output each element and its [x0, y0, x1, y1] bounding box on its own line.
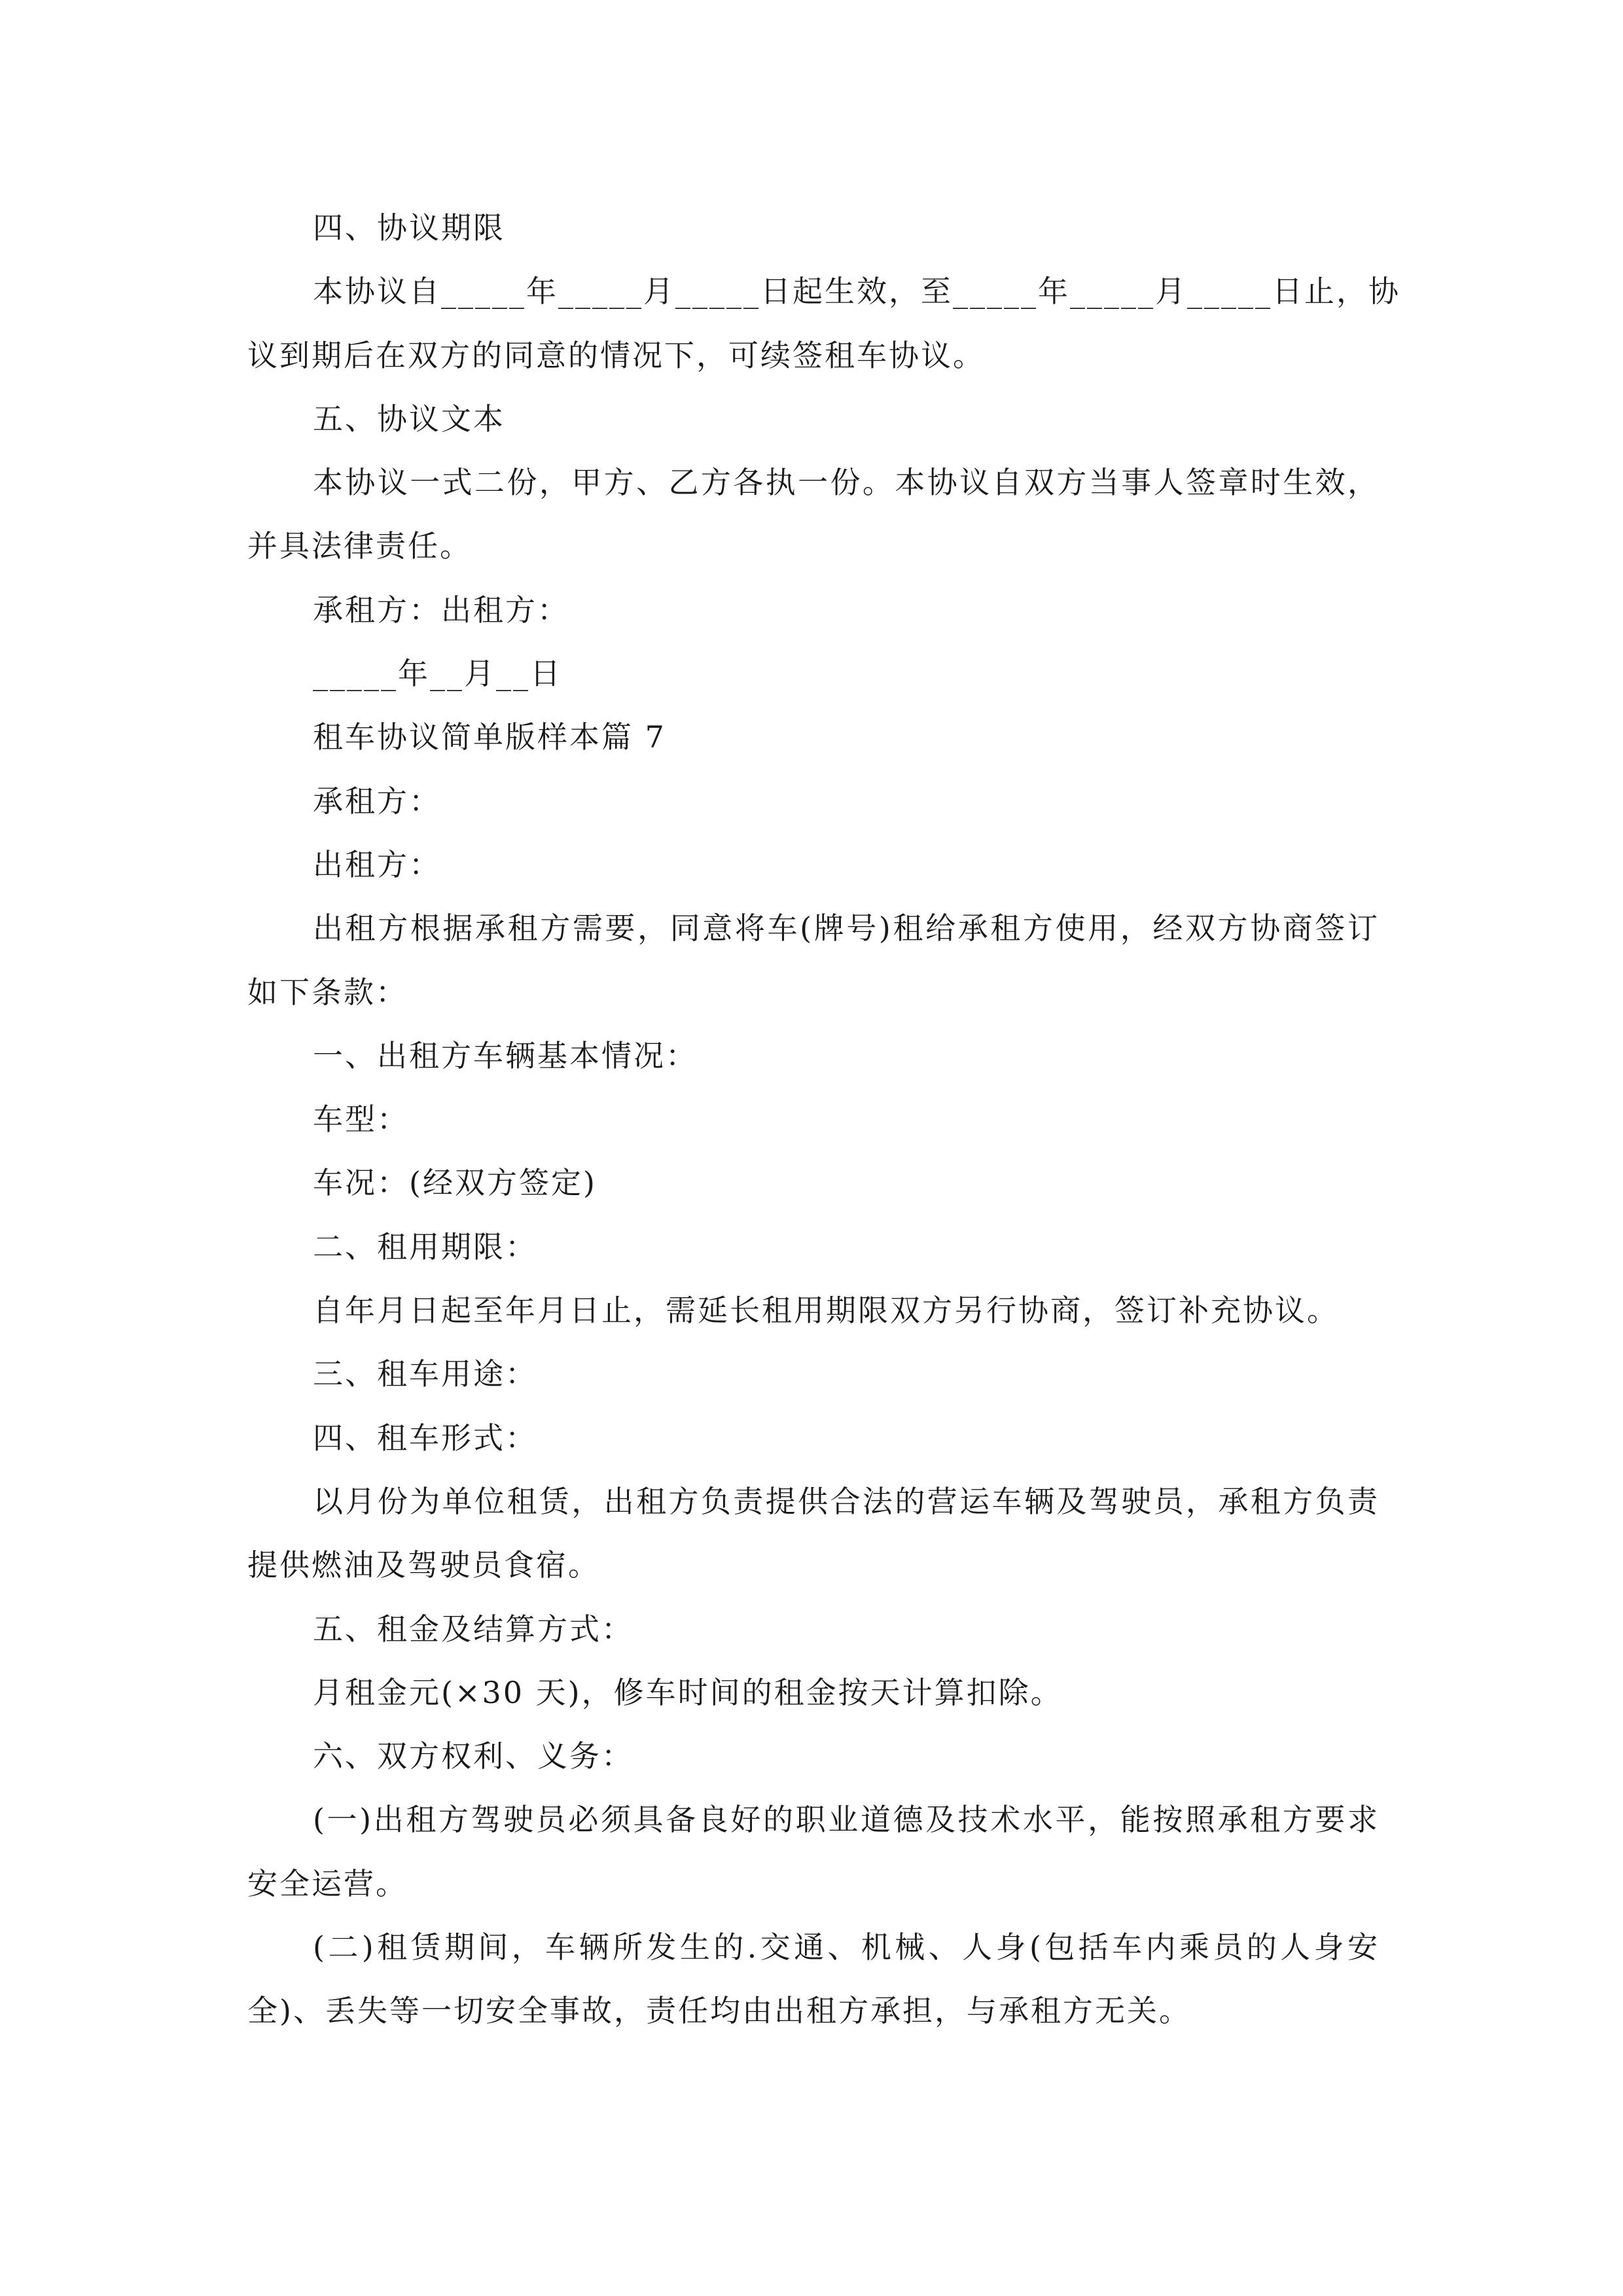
text-line: 承租方：出租方： — [313, 592, 569, 628]
text-line: 出租方： — [313, 846, 441, 882]
text-line: 六、双方权利、义务： — [313, 1738, 633, 1774]
text-line: 全)、丢失等一切安全事故，责任均由出租方承担，与承租方无关。 — [247, 1993, 1191, 2029]
document-body — [247, 196, 1400, 2043]
text-line: _____年__月__日 — [313, 656, 562, 692]
text-line: 车况：(经双方签定) — [313, 1165, 597, 1201]
text-line: 自年月日起至年月日止，需延长租用期限双方另行协商，签订补充协议。 — [313, 1293, 1339, 1329]
text-line: 月租金元(×30 天)，修车时间的租金按天计算扣除。 — [313, 1674, 1063, 1710]
text-line: 并具法律责任。 — [247, 528, 472, 564]
text-line: 本协议自_____年_____月_____日起生效，至_____年_____月_____日止，协 — [313, 274, 1400, 310]
text-line: 一、出租方车辆基本情况： — [313, 1037, 698, 1073]
text-line: 本协议一式二份，甲方、乙方各执一份。本协议自双方当事人签章时生效， — [313, 465, 1380, 501]
text-line: 四、协议期限 — [313, 210, 505, 245]
text-line: (二)租赁期间，车辆所发生的.交通、机械、人身(包括车内乘员的人身安 — [313, 1929, 1380, 1965]
text-line: 如下条款： — [247, 974, 408, 1010]
text-line: 出租方根据承租方需要，同意将车(牌号)租给承租方使用，经双方协商签订 — [313, 910, 1380, 946]
text-line: 承租方： — [313, 783, 441, 819]
text-line: 二、租用期限： — [313, 1229, 537, 1265]
text-line: 五、租金及结算方式： — [313, 1611, 633, 1647]
text-line: 三、租车用途： — [313, 1356, 537, 1392]
text-line: 租车协议简单版样本篇 7 — [313, 719, 666, 755]
text-line: 以月份为单位租赁，出租方负责提供合法的营运车辆及驾驶员，承租方负责 — [313, 1483, 1380, 1519]
text-line: 五、协议文本 — [313, 401, 505, 437]
text-line: 四、租车形式： — [313, 1420, 537, 1456]
text-line: 提供燃油及驾驶员食宿。 — [247, 1547, 600, 1583]
text-line: (一)出租方驾驶员必须具备良好的职业道德及技术水平，能按照承租方要求 — [313, 1802, 1380, 1838]
text-line: 车型： — [313, 1102, 409, 1138]
text-line: 安全运营。 — [247, 1865, 408, 1901]
text-line: 议到期后在双方的同意的情况下，可续签租车协议。 — [247, 337, 985, 373]
